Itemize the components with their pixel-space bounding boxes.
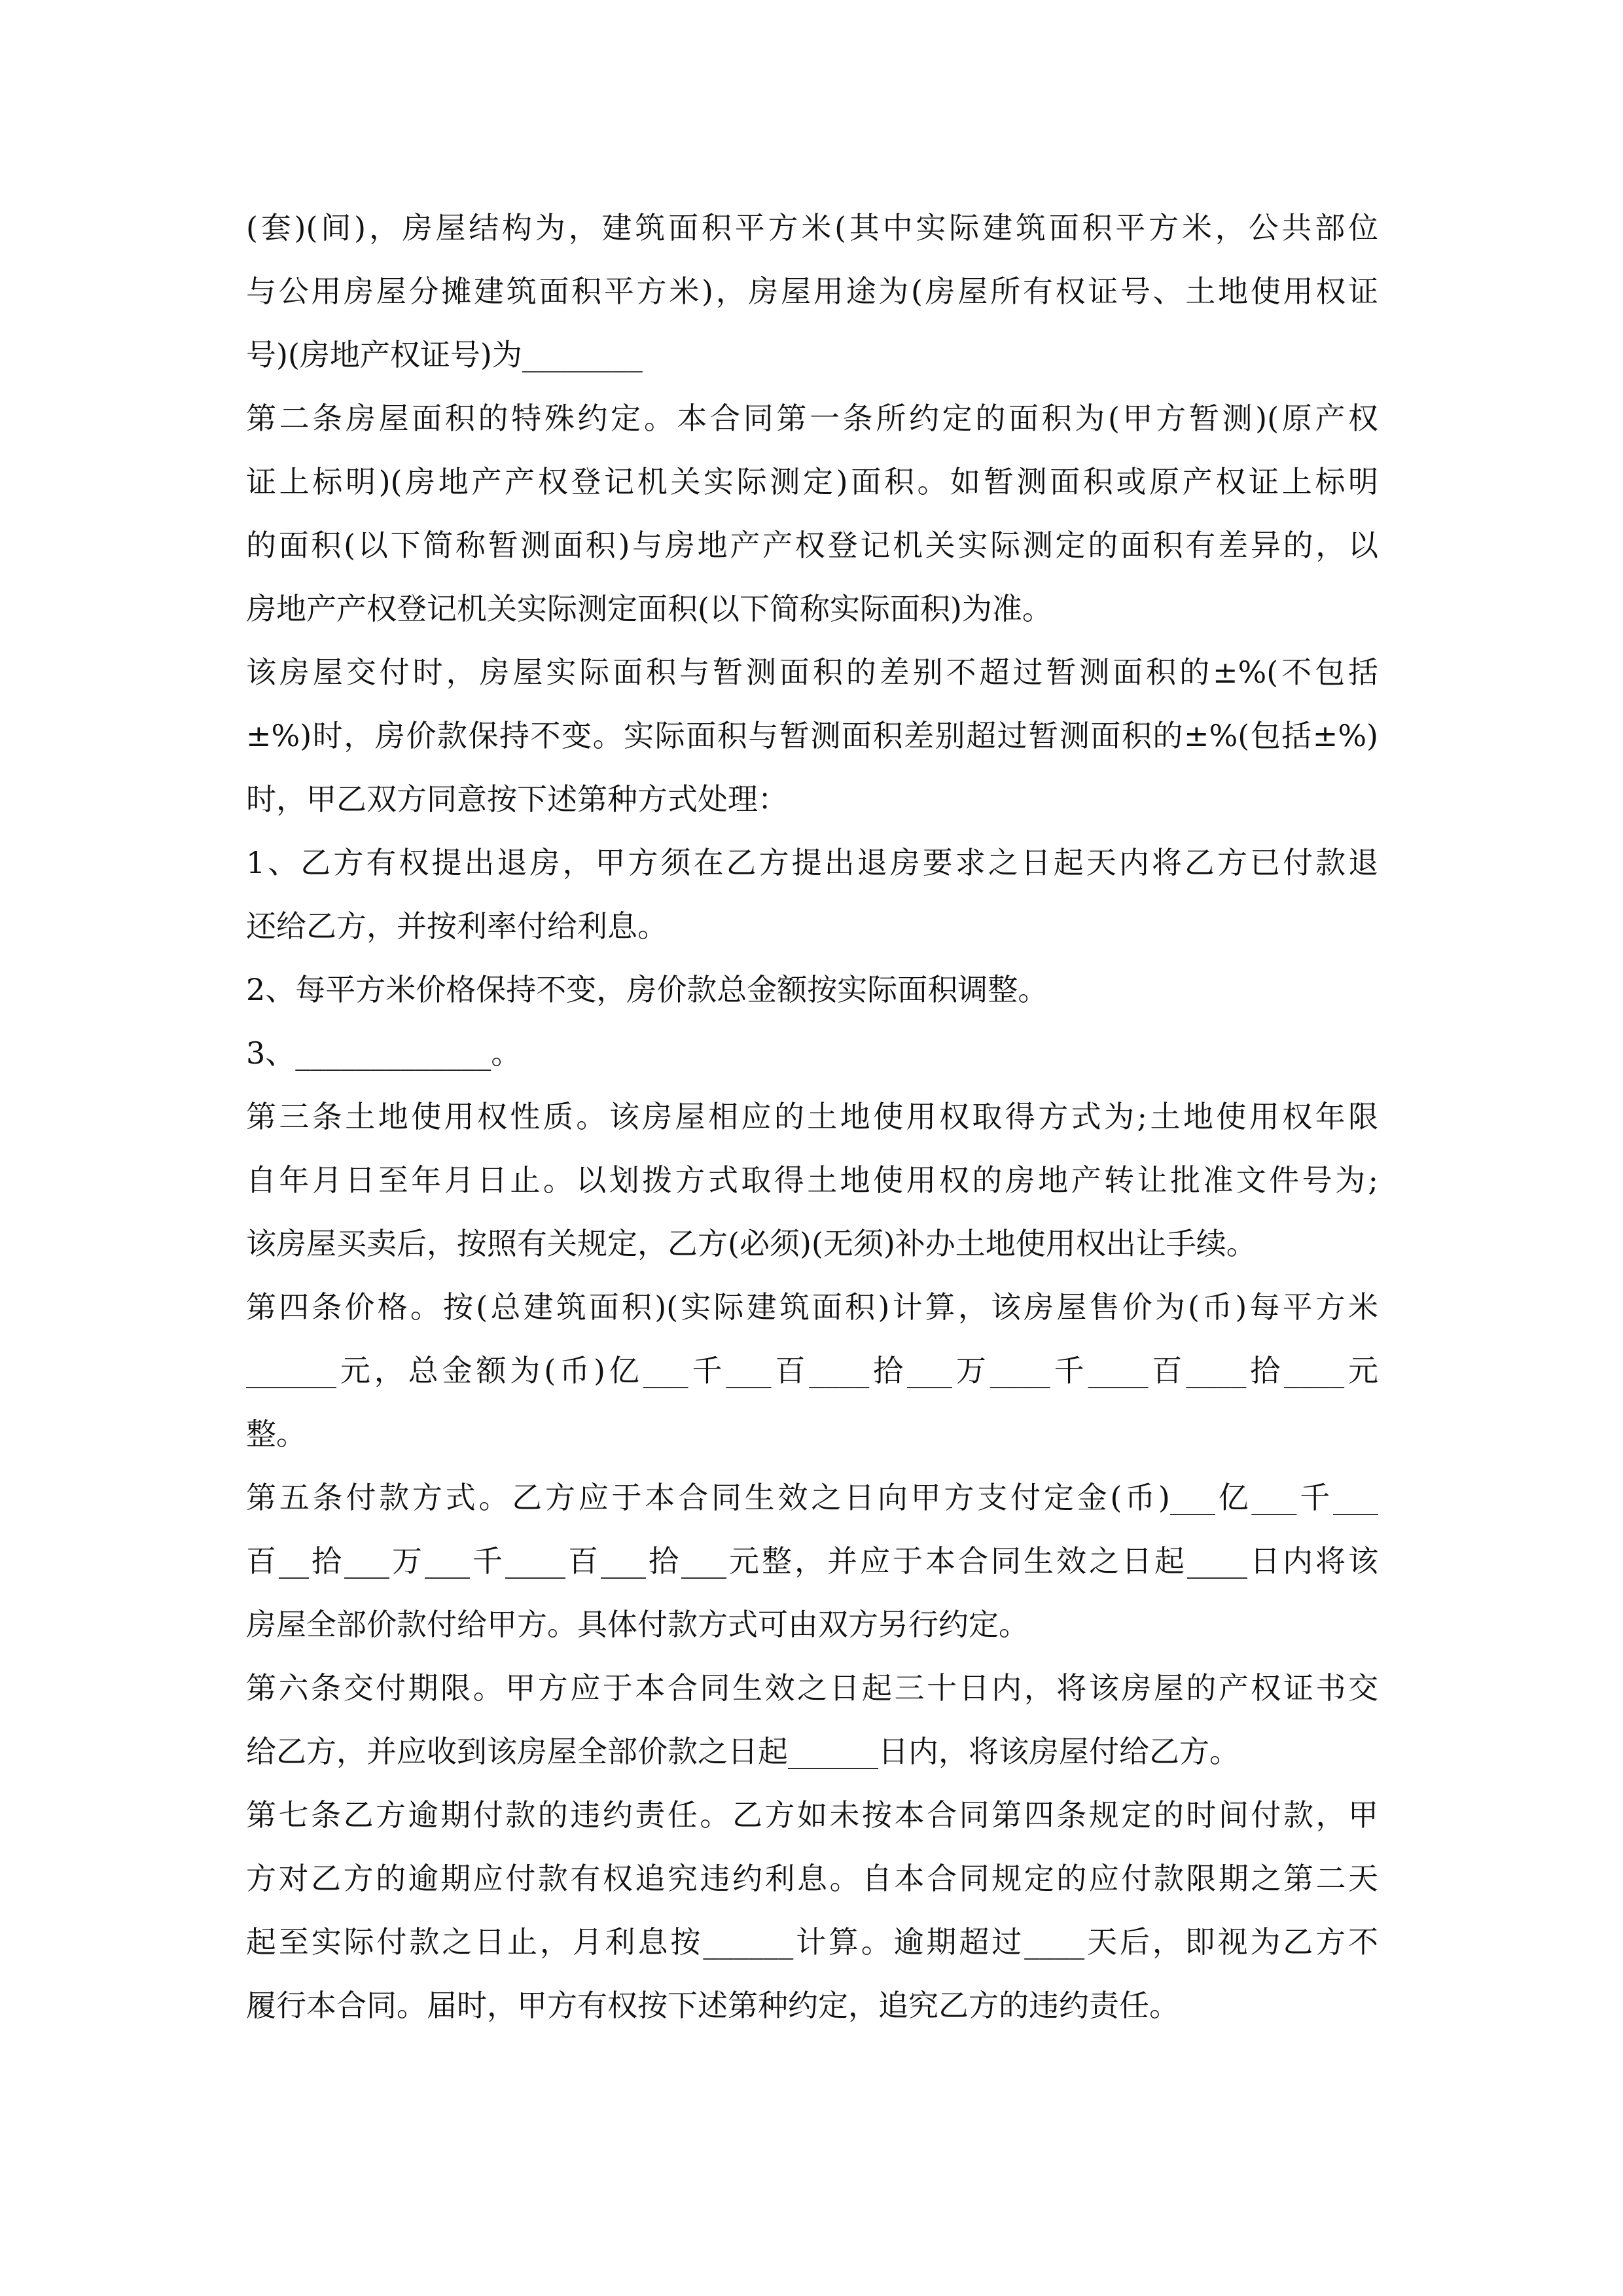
text-line: 第二条房屋面积的特殊约定。本合同第一条所约定的面积为(甲方暂测)(原产权 [246, 401, 1378, 436]
text-line: 该房屋交付时，房屋实际面积与暂测面积的差别不超过暂测面积的±%(不包括 [246, 655, 1378, 690]
text-line: 第三条土地使用权性质。该房屋相应的土地使用权取得方式为;土地使用权年限 [246, 1099, 1378, 1134]
text-line: 给乙方，并应收到该房屋全部价款之日起______日内，将该房屋付给乙方。 [246, 1734, 1240, 1769]
text-line: 第六条交付期限。甲方应于本合同生效之日起三十日内，将该房屋的产权证书交 [246, 1670, 1378, 1706]
text-line: 2、每平方米价格保持不变，房价款总金额按实际面积调整。 [246, 972, 1048, 1007]
text-line: 号)(房地产权证号)为________ [246, 337, 643, 372]
text-line: 第七条乙方逾期付款的违约责任。乙方如未按本合同第四条规定的时间付款，甲 [246, 1797, 1378, 1833]
text-line: 时，甲乙双方同意按下述第种方式处理： [246, 781, 788, 817]
text-line: ±%)时，房价款保持不变。实际面积与暂测面积差别超过暂测面积的±%(包括±%) [246, 718, 1378, 753]
text-line: 起至实际付款之日止，月利息按______计算。逾期超过____天后，即视为乙方不 [246, 1924, 1378, 1960]
text-line: 房屋全部价款付给甲方。具体付款方式可由双方另行约定。 [246, 1607, 1029, 1642]
text-line: 与公用房屋分摊建筑面积平方米)，房屋用途为(房屋所有权证号、土地使用权证 [246, 274, 1378, 309]
document-page [246, 196, 1378, 2037]
text-line: 整。 [246, 1416, 306, 1452]
text-line: 还给乙方，并按利率付给利息。 [246, 908, 668, 944]
text-line: (套)(间)，房屋结构为，建筑面积平方米(其中实际建筑面积平方米，公共部位 [246, 210, 1378, 245]
text-line: 该房屋买卖后，按照有关规定，乙方(必须)(无须)补办土地使用权出让手续。 [246, 1226, 1257, 1261]
text-line: 百__拾___万___千____百___拾___元整，并应于本合同生效之日起____日内将该 [246, 1543, 1378, 1579]
text-line: 房地产产权登记机关实际测定面积(以下简称实际面积)为准。 [246, 591, 1052, 626]
text-line: 第四条价格。按(总建筑面积)(实际建筑面积)计算，该房屋售价为(币)每平方米 [246, 1289, 1378, 1325]
text-line: 的面积(以下简称暂测面积)与房地产产权登记机关实际测定的面积有差异的，以 [246, 528, 1378, 563]
text-line: 方对乙方的逾期应付款有权追究违约利息。自本合同规定的应付款限期之第二天 [246, 1861, 1378, 1896]
text-line: 3、_____________。 [246, 1035, 522, 1071]
text-line: 履行本合同。届时，甲方有权按下述第种约定，追究乙方的违约责任。 [246, 1988, 1179, 2023]
text-line: 证上标明)(房地产产权登记机关实际测定)面积。如暂测面积或原产权证上标明 [246, 464, 1378, 499]
text-line: 1、乙方有权提出退房，甲方须在乙方提出退房要求之日起天内将乙方已付款退 [246, 845, 1378, 880]
text-line: 自年月日至年月日止。以划拨方式取得土地使用权的房地产转让批准文件号为; [246, 1162, 1378, 1198]
text-line: 第五条付款方式。乙方应于本合同生效之日向甲方支付定金(币)___亿___千___ [246, 1480, 1378, 1515]
text-line: ______元，总金额为(币)亿___千___百____拾___万____千____百____拾____元 [246, 1353, 1378, 1388]
